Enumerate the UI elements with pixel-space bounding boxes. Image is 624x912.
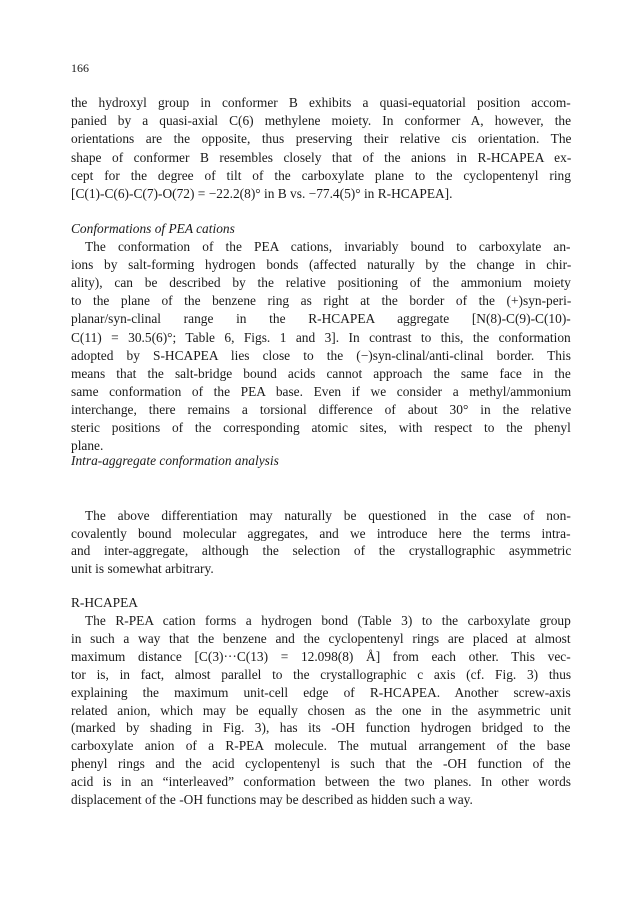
text-line: plane. <box>71 438 104 454</box>
text-line: same conformation of the PEA base. Even if we consider a methyl/ammonium <box>71 383 572 399</box>
text-line: C(11) = 30.5(6)°; Table 6, Figs. 1 and 3]. In contrast to this, the conformation <box>71 329 571 345</box>
text-line: interchange, there remains a torsional difference of about 30° in the relative <box>71 401 572 417</box>
text-line: carboxylate anion of a R-PEA molecule. The mutual arrangement of the base <box>71 738 571 754</box>
text-line: shape of conformer B resembles closely that of the anions in R-HCAPEA ex- <box>71 149 572 165</box>
text-line: [C(1)-C(6)-C(7)-O(72) = −22.2(8)° in B vs. −77.4(5)° in R-HCAPEA]. <box>71 186 453 201</box>
text-line: phenyl rings and the acid cyclopentenyl is such that the -OH function of the <box>71 756 571 772</box>
text-line: ions by salt-forming hydrogen bonds (affected naturally by the change in chir- <box>71 257 572 273</box>
text-line: the hydroxyl group in conformer B exhibits a quasi-equatorial position accom- <box>71 95 571 110</box>
text-line: orientations are the opposite, thus preserving their relative cis orientation. The <box>71 131 572 147</box>
text-line: to the plane of the benzene ring as right at the border of the (+)syn-peri- <box>71 293 572 309</box>
text-line: planar/syn-clinal range in the R-HCAPEA aggregate [N(8)-C(9)-C(10)- <box>71 311 571 327</box>
text-line: displacement of the -OH functions may be described as hidden such a way. <box>71 792 473 807</box>
text-line: (marked by shading in Fig. 3), has its -OH function hydrogen bridged to the <box>71 720 571 736</box>
text-line: in such a way that the benzene and the cyclopentenyl rings are placed at almost <box>71 630 571 646</box>
section-heading-intra-aggregate: Intra-aggregate conformation analysis <box>71 453 279 468</box>
text-line: The conformation of the PEA cations, invariably bound to carboxylate an- <box>85 239 571 254</box>
section-heading-pea-cations: Conformations of PEA cations <box>71 221 235 236</box>
text-line: maximum distance [C(3)···C(13) = 12.098(8) Å] from each other. This vec- <box>71 648 571 664</box>
text-line: adopted by S-HCAPEA lies close to the (−)syn-clinal/anti-clinal border. This <box>71 347 571 363</box>
text-line: ality), can be described by the relative positioning of the ammonium moiety <box>71 275 571 291</box>
text-line: steric positions of the corresponding atomic sites, with respect to the phenyl <box>71 420 571 435</box>
text-line: unit is somewhat arbitrary. <box>71 560 214 576</box>
text-line: and inter-aggregate, although the selection of the crystallographic asymmetric <box>71 543 572 559</box>
page-number: 166 <box>71 61 89 75</box>
text-line: The above differentiation may naturally be questioned in the case of non- <box>85 508 571 523</box>
subsection-heading-r-hcapea: R-HCAPEA <box>71 595 138 610</box>
text-line: means that the salt-bridge bound acids cannot approach the same face in the <box>71 365 571 381</box>
text-line: cept for the degree of tilt of the carboxylate plane to the cyclopentenyl ring <box>71 167 571 183</box>
text-line: explaining the maximum unit-cell edge of R-HCAPEA. Another screw-axis <box>71 684 571 700</box>
text-line: related anion, which may be equally chosen as the one in the asymmetric unit <box>71 702 571 718</box>
text-line: covalently bound molecular aggregates, and we introduce here the terms intra- <box>71 525 571 541</box>
text-line: acid is in an “interleaved” conformation between the two planes. In other words <box>71 774 571 790</box>
text-line: The R-PEA cation forms a hydrogen bond (Table 3) to the carboxylate group <box>85 613 571 628</box>
text-line: panied by a quasi-axial C(6) methylene moiety. In conformer A, however, the <box>71 113 572 129</box>
text-line: tor is, in fact, almost parallel to the crystallographic c axis (cf. Fig. 3) thus <box>71 666 572 682</box>
